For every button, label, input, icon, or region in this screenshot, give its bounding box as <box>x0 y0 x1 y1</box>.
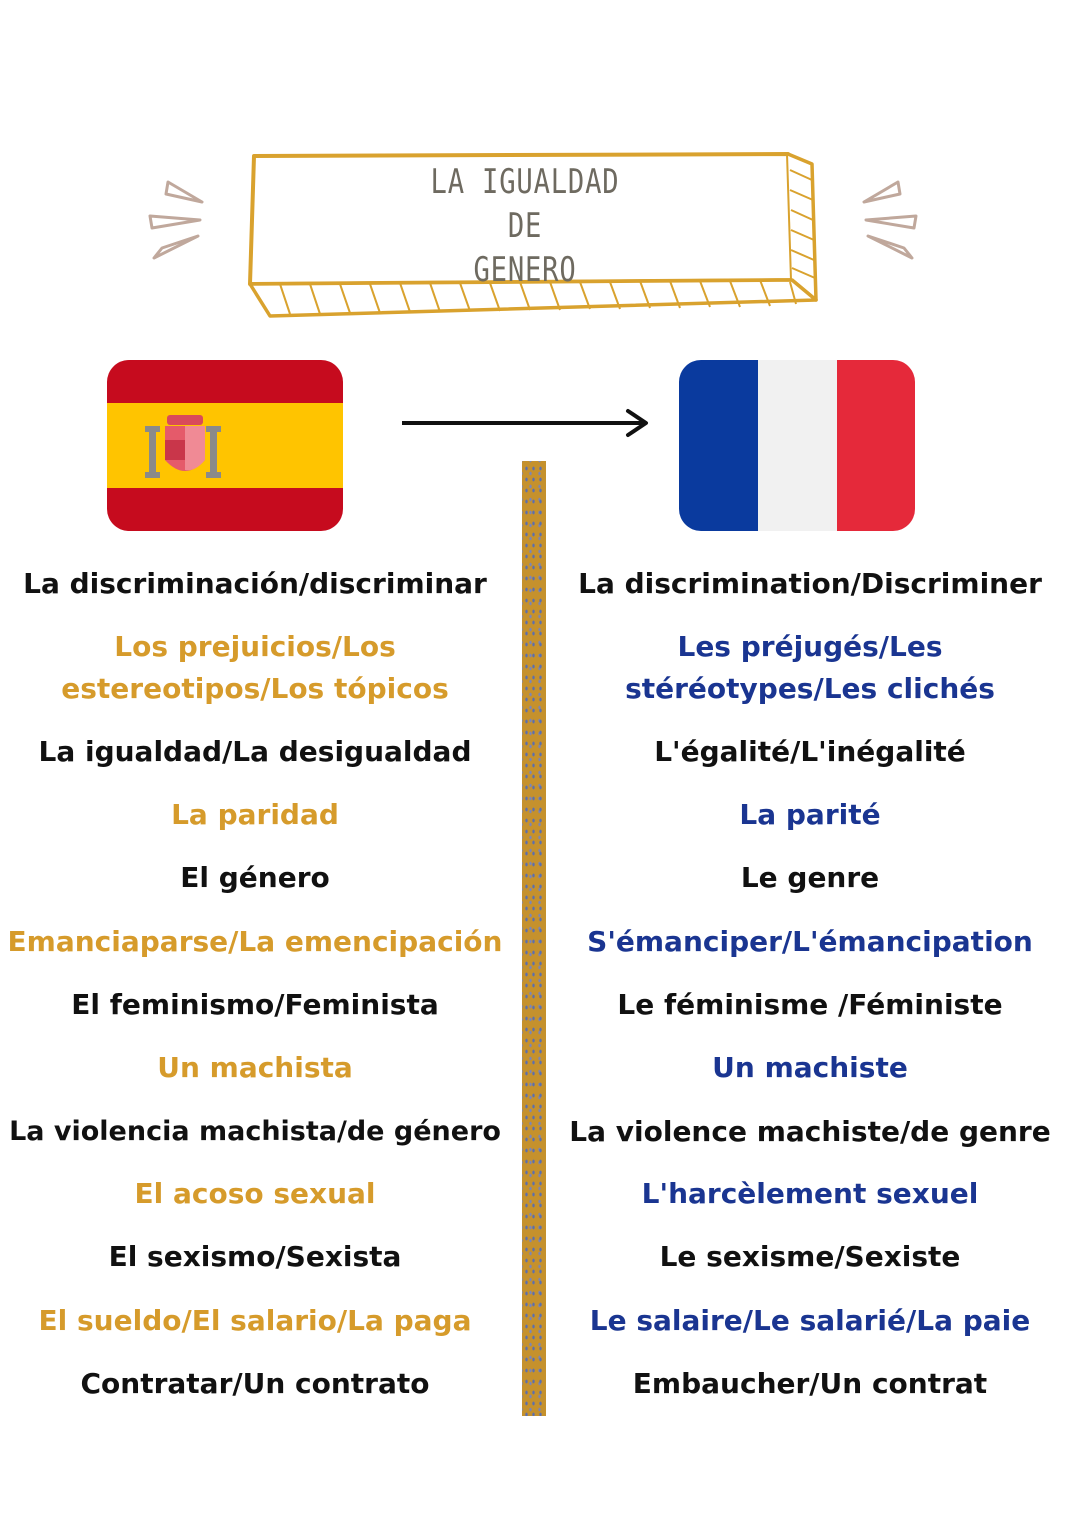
france-flag-icon <box>679 360 915 531</box>
term-es-9: La violencia machista/de género <box>9 1116 501 1147</box>
term-fr-1: La discrimination/Discriminer <box>578 567 1042 600</box>
spain-flag <box>107 360 343 531</box>
title-banner <box>240 150 820 325</box>
title-line-1: LA IGUALDAD <box>430 162 620 202</box>
term-es-2b: estereotipos/Los tópicos <box>61 672 449 705</box>
term-es-11: El sexismo/Sexista <box>108 1240 402 1273</box>
term-es-2: Los prejuicios/Los <box>114 630 396 663</box>
term-fr-3: L'égalité/L'inégalité <box>654 735 966 768</box>
title-line-3: GENERO <box>473 250 577 290</box>
term-es-6: Emanciaparse/La emencipación <box>7 925 503 958</box>
term-es-5: El género <box>180 861 330 894</box>
page-title <box>341 160 709 292</box>
term-es-8: Un machista <box>157 1051 353 1084</box>
decorative-lines-right-icon <box>846 172 926 272</box>
term-fr-10: L'harcèlement sexuel <box>641 1177 979 1210</box>
france-flag <box>679 360 915 531</box>
term-fr-12: Le salaire/Le salarié/La paie <box>589 1304 1031 1337</box>
spain-flag-icon <box>107 360 343 531</box>
term-fr-2b: stéréotypes/Les clichés <box>625 672 995 705</box>
term-fr-6: S'émanciper/L'émancipation <box>587 925 1033 958</box>
term-es-1: La discriminación/discriminar <box>23 567 487 600</box>
term-es-4: La paridad <box>171 798 339 831</box>
term-fr-4: La parité <box>739 798 881 831</box>
term-es-7: El feminismo/Feminista <box>71 988 439 1021</box>
term-es-12: El sueldo/El salario/La paga <box>38 1304 472 1337</box>
column-divider <box>522 461 546 1416</box>
term-fr-13: Embaucher/Un contrat <box>632 1367 988 1400</box>
term-es-10: El acoso sexual <box>134 1177 376 1210</box>
arrow-right-icon <box>400 405 655 441</box>
term-fr-11: Le sexisme/Sexiste <box>659 1240 961 1273</box>
term-es-3: La igualdad/La desigualdad <box>38 735 472 768</box>
term-fr-7: Le féminisme /Féministe <box>617 988 1003 1021</box>
term-es-13: Contratar/Un contrato <box>80 1367 430 1400</box>
title-line-2: DE <box>507 206 543 246</box>
term-fr-5: Le genre <box>740 861 880 894</box>
term-fr-8: Un machiste <box>712 1051 908 1084</box>
term-fr-9: La violence machiste/de genre <box>569 1115 1051 1148</box>
decorative-lines-left-icon <box>140 172 220 272</box>
term-fr-2: Les préjugés/Les <box>677 630 943 663</box>
